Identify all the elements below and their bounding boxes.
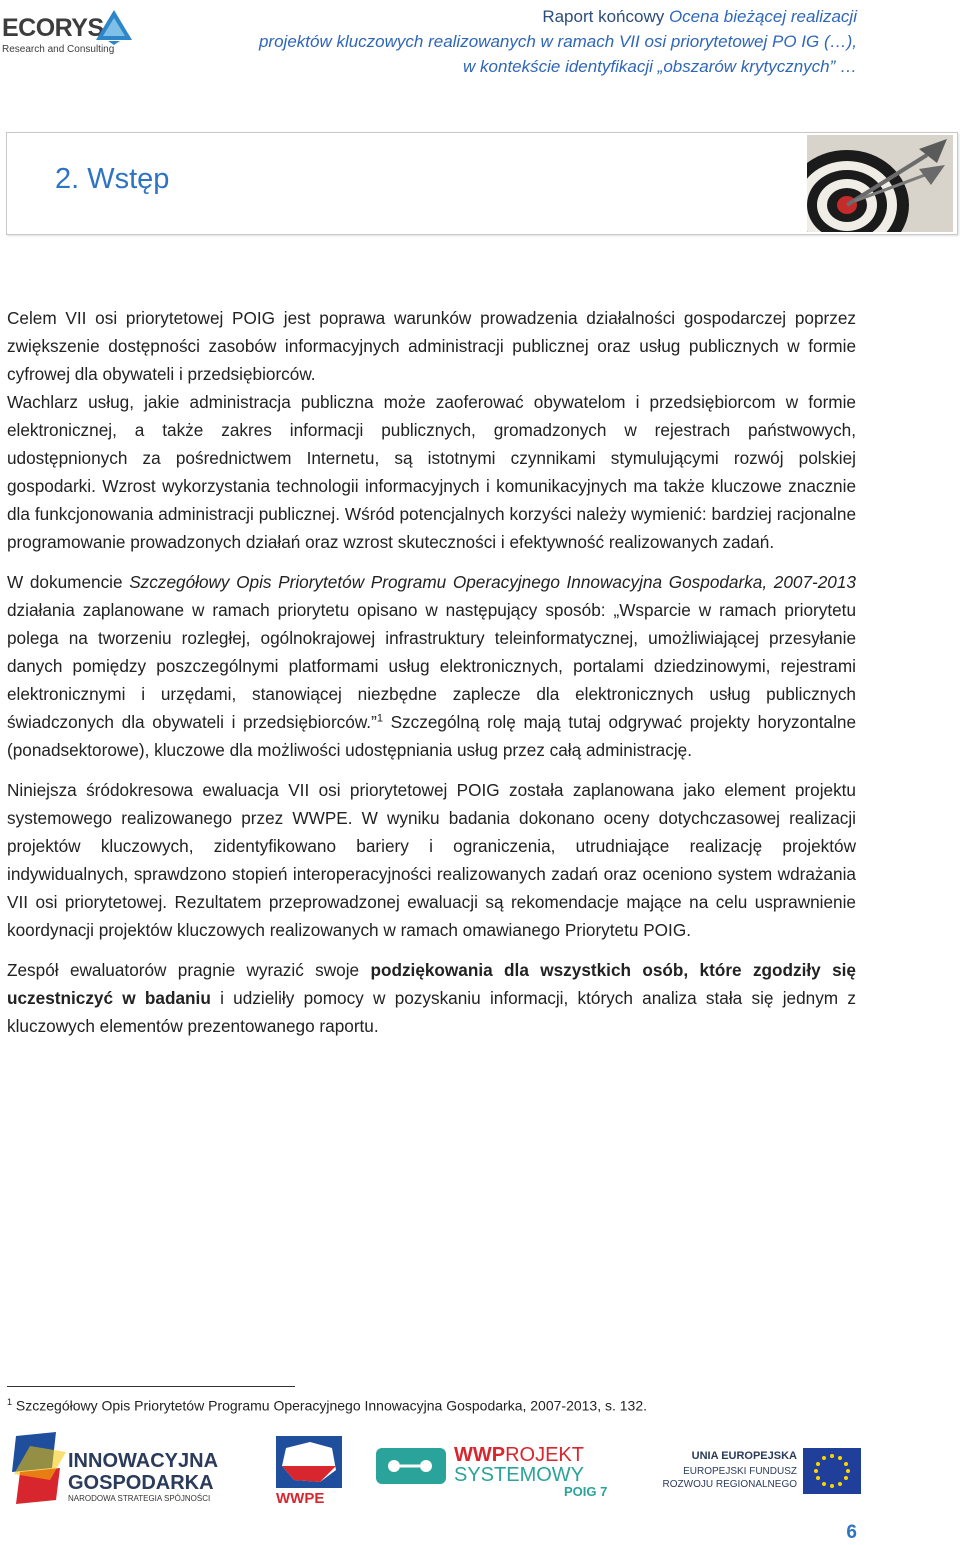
ue-title-3: ROZWOJU REGIONALNEGO — [662, 1479, 797, 1490]
dartboard-image — [807, 135, 953, 232]
page-number: 6 — [846, 1522, 857, 1543]
eu-flag-icon — [803, 1448, 861, 1494]
wwpe-label: WWPE — [276, 1490, 325, 1507]
section-banner — [6, 132, 958, 235]
ecorys-triangle-icon — [94, 8, 134, 46]
paragraph-1: Celem VII osi priorytetowej POIG jest poprawa warunków prowadzenia działalności gospodarczej poprzez zwiększenie dostępności zasobów informacyjnych administracji publicznej oraz usług publicznych w formie cyfrowej dla obywateli i przedsiębiorców. — [7, 308, 856, 384]
report-title-part-2: projektów kluczowych realizowanych w ramach VII osi priorytetowej PO IG (…), — [258, 32, 857, 51]
unia-europejska-logo — [655, 1446, 861, 1498]
paragraph-3-quote: działania zaplanowane w ramach priorytetu opisano w następujący sposób: „Wsparcie w ramach priorytetu polega na tworzeniu rozległej, ogólnokrajowej infrastruktury teleinformatycznej, umożliwiającej przesyłanie danych pomiędzy poszczególnymi platformami usług elektronicznych, portalami dziedzinowymi, rejestrami elektronicznymi i urzędami, stanowiącej niezbędne zaplecze dla elektronicznych usług publicznych świadczonych dla obywateli i przedsiębiorców.” — [7, 600, 856, 732]
main-content — [7, 304, 856, 1040]
footnote-reference[interactable]: 1 — [376, 712, 383, 725]
footnote — [7, 1397, 647, 1414]
ue-title-1: UNIA EUROPEJSKA — [691, 1450, 797, 1462]
network-icon — [376, 1448, 446, 1484]
wwp-title-1a: WWP — [454, 1444, 506, 1466]
ecorys-logo-tagline: Research and Consulting — [2, 44, 115, 55]
footnote-mark: 1 — [7, 1397, 13, 1407]
innowacyjna-gospodarka-logo — [10, 1432, 240, 1506]
wwp-title-1b: ROJEKT — [505, 1444, 584, 1466]
funding-logos — [0, 1430, 960, 1510]
ue-title-2: EUROPEJSKI FUNDUSZ — [683, 1466, 797, 1477]
document-title-italic: Szczegółowy Opis Priorytetów Programu Operacyjnego Innowacyjna Gospodarka, 2007-2013 — [129, 572, 856, 592]
footnote-text: Szczegółowy Opis Priorytetów Programu Operacyjnego Innowacyjna Gospodarka, 2007-2013, s. 132. — [12, 1397, 648, 1414]
wwp-title-2: SYSTEMOWY — [454, 1464, 585, 1486]
ecorys-logo — [0, 6, 140, 62]
paragraph-3-end: Szczególną rolę mają tutaj odgrywać projekty horyzontalne (ponadsektorowe), kluczowe dla możliwości udostępniania usług przez całą administrację. — [7, 712, 857, 760]
paragraph-3-start: W dokumencie — [7, 572, 130, 592]
running-header — [259, 4, 857, 79]
ecorys-logo-word: ECORYS — [2, 14, 104, 42]
ig-title-1: INNOWACYJNA — [68, 1450, 219, 1472]
report-title-part-3: w kontekście identyfikacji „obszarów krytycznych” … — [463, 57, 857, 76]
wwpe-logo — [276, 1436, 346, 1508]
acknowledgement-bold: podziękowania dla wszystkich osób, które zgodziły się uczestniczyć w badaniu — [7, 960, 856, 1008]
report-label: Raport końcowy — [542, 7, 669, 26]
paragraph-3 — [7, 568, 856, 764]
ig-title-2: GOSPODARKA — [68, 1472, 214, 1494]
report-title-part-1: Ocena bieżącej realizacji — [668, 7, 857, 26]
running-header-line-1 — [259, 4, 857, 29]
ig-subtitle: NARODOWA STRATEGIA SPÓJNOŚCI — [68, 1494, 211, 1503]
ig-flag-icon — [10, 1432, 70, 1504]
paragraph-4: Niniejsza śródokresowa ewaluacja VII osi priorytetowej POIG została zaplanowana jako element projektu systemowego realizowanego przez WWPE. W wyniku badania dokonano oceny dotychczasowej realizacji projektów kluczowych, zidentyfikowano bariery i ograniczenia, utrudniające realizację projektów indywidualnych, sprawdzono stopień interoperacyjności realizowanych zadań oraz oceniono system wdrażania VII osi priorytetowej. Rezultatem przeprowadzonej ewaluacji są rekomendacje mające na celu usprawnienie koordynacji projektów kluczowych realizowanych w ramach omawianego Priorytetu POIG. — [7, 780, 856, 940]
wwp-projekt-systemowy-logo — [376, 1444, 626, 1500]
paragraph-2: Wachlarz usług, jakie administracja publiczna może zaoferować obywatelom i przedsiębiorcom w formie elektronicznej, a także zakres informacji publicznych, gromadzonych w rejestrach państwowych, udostępnionych za pośrednictwem Internetu, są istotnymi czynnikami stymulującymi rozwój polskiej gospodarki. Wzrost wykorzystania technologii informacyjnych i komunikacyjnych ma także kluczowe znacznie dla funkcjonowania administracji publicznej. Wśród potencjalnych korzyści należy wymienić: bardziej racjonalne programowanie prowadzonych działań oraz wzrost skuteczności i efektywność realizowanych zadań. — [7, 392, 856, 552]
paragraph-5-end: i udzieliły pomocy w pozyskaniu informacji, których analiza stała się jednym z kluczowych elementów prezentowanego raportu. — [7, 988, 856, 1036]
paragraph-5-start: Zespół ewaluatorów pragnie wyrazić swoje — [7, 960, 371, 980]
paragraph-5 — [7, 956, 856, 1040]
poland-map-icon — [276, 1436, 342, 1488]
wwp-title-3: POIG 7 — [564, 1484, 608, 1499]
section-title: 2. Wstęp — [55, 163, 170, 195]
footnote-separator — [7, 1386, 295, 1387]
